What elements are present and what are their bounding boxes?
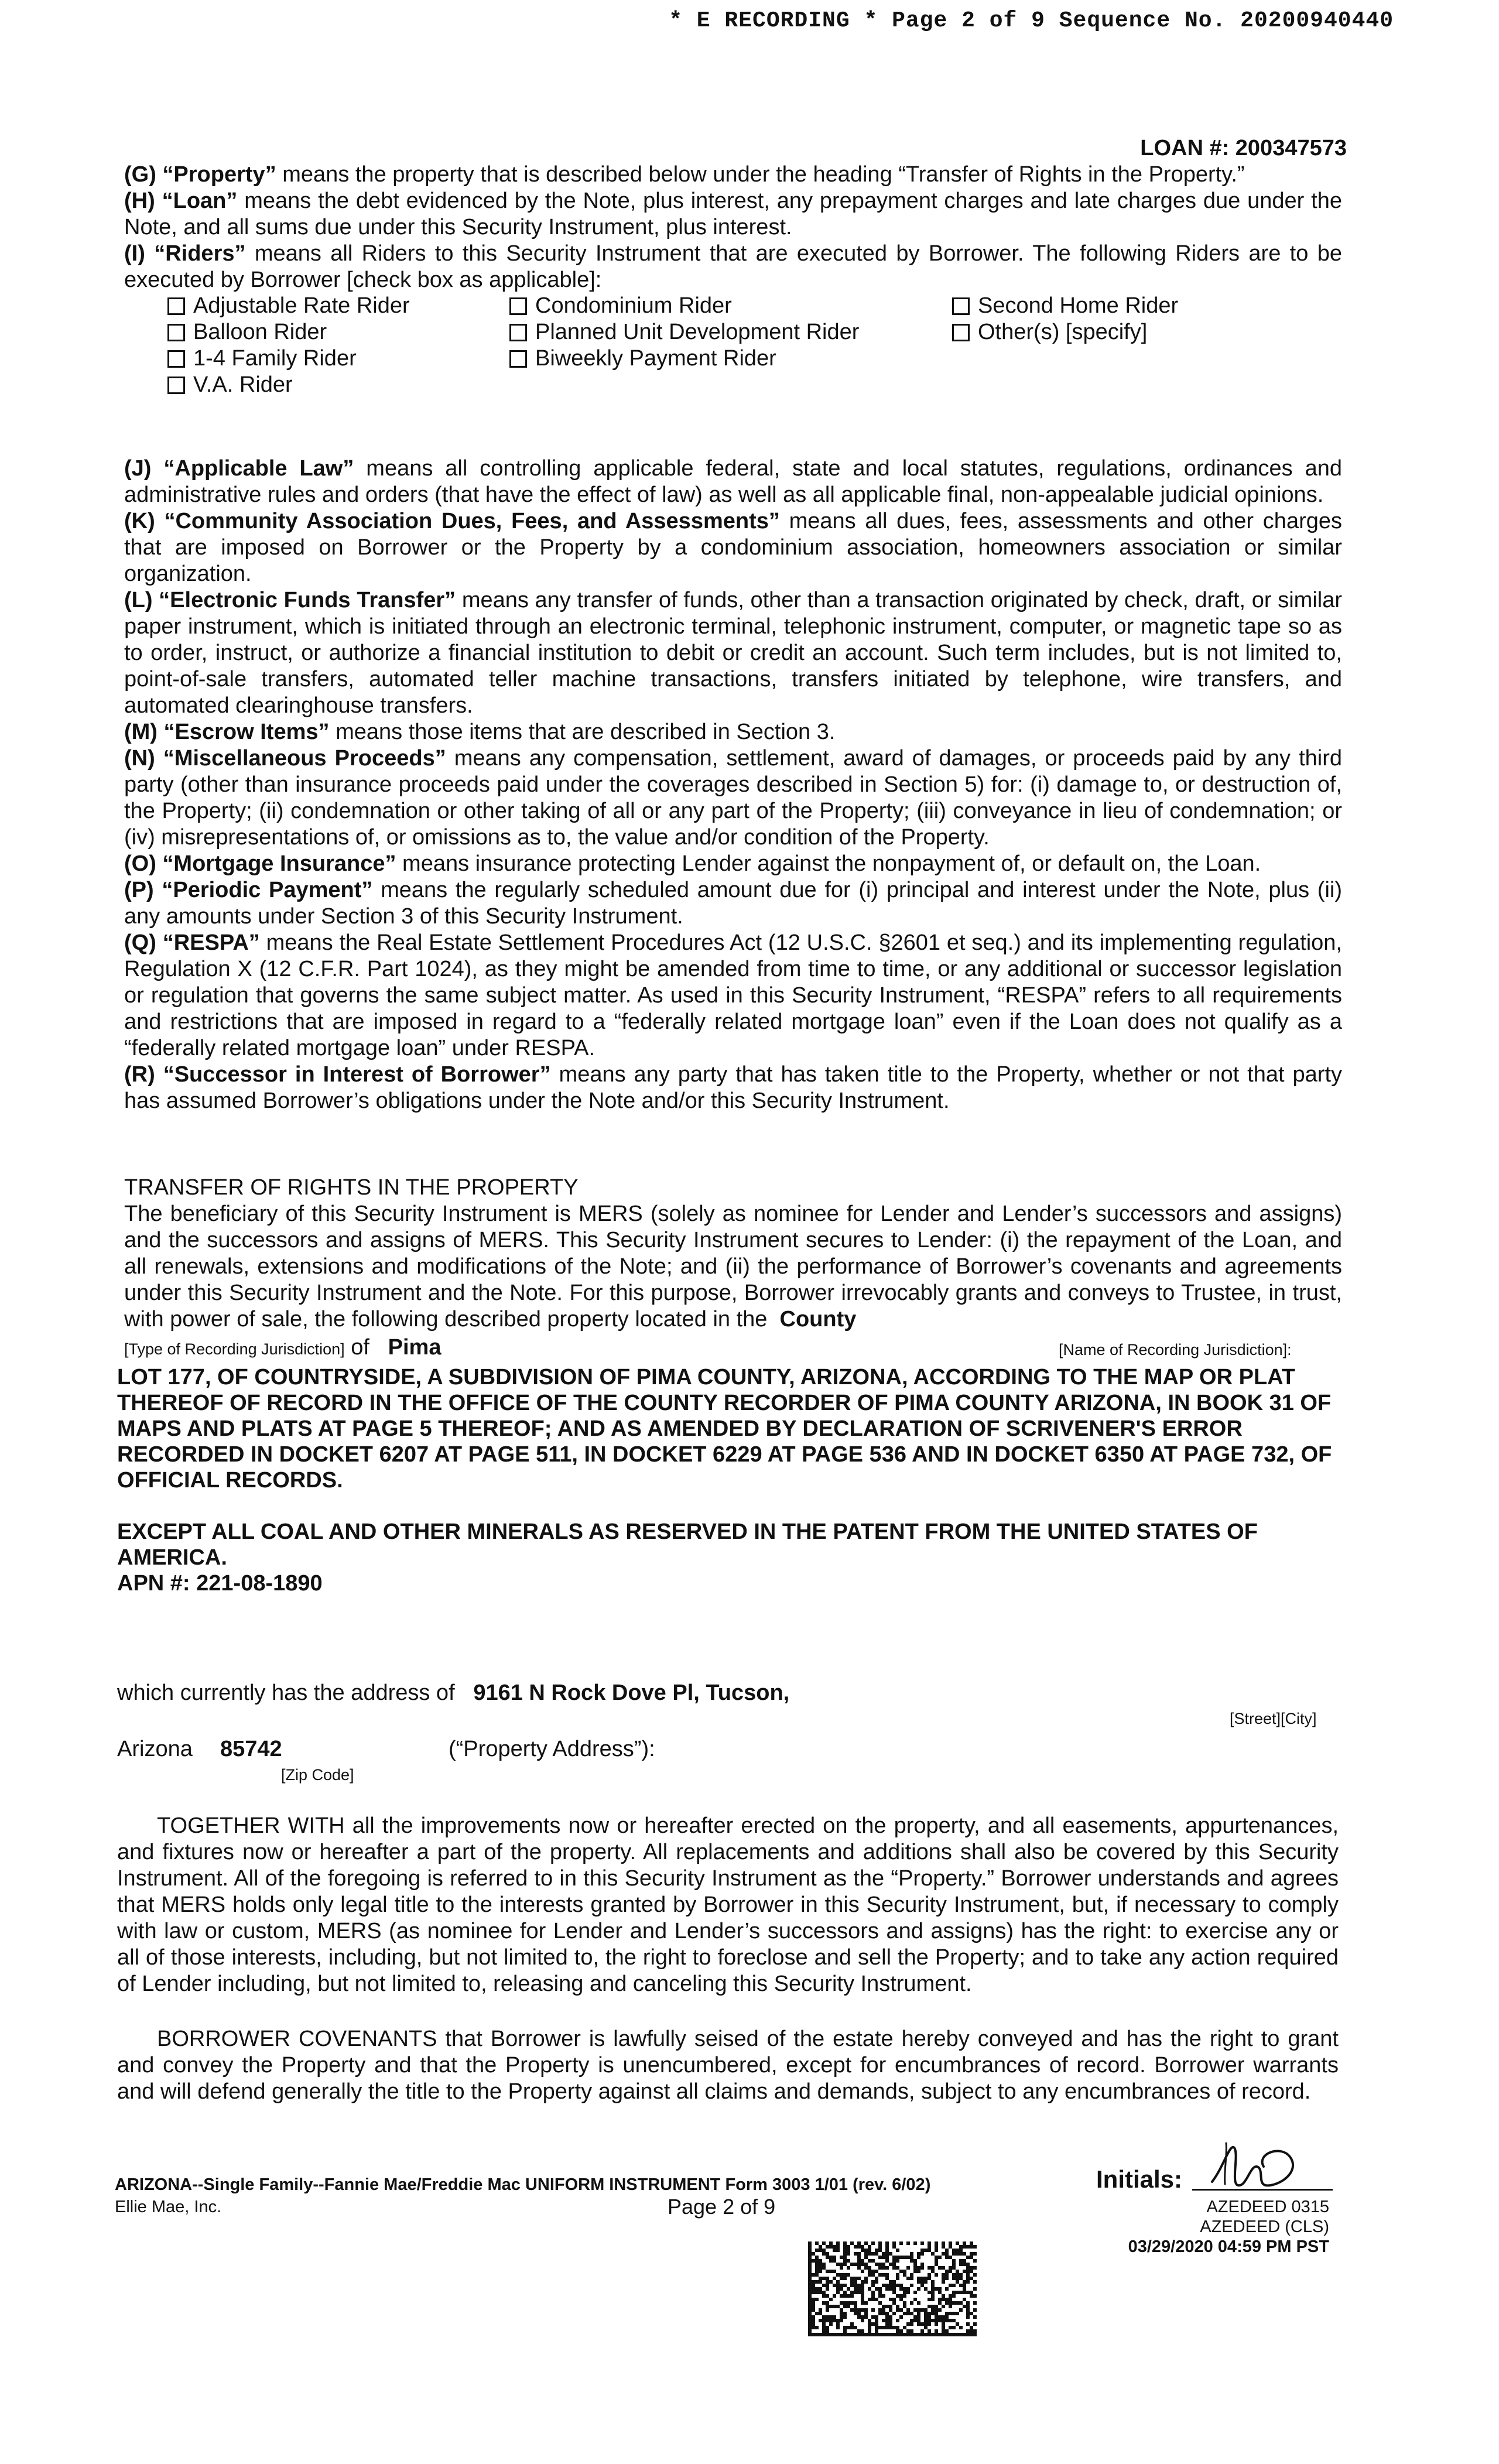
rider-pud[interactable]: Planned Unit Development Rider — [509, 319, 859, 345]
checkbox-icon[interactable] — [952, 297, 970, 315]
checkbox-icon[interactable] — [167, 324, 185, 341]
jurisdiction-name: Pima — [388, 1335, 442, 1360]
definition-j: (J) “Applicable Law” means all controlling applicable federal, state and local statutes, regulations, ordinances and administrative rules and orders (that have the effect of law) as well as all applicable final, non-appealable judicial opinions. — [124, 456, 1342, 507]
transfer-paragraph: The beneficiary of this Security Instrument is MERS (solely as nominee for Lender and Lender’s successors and assigns) and the successors and assigns of MERS. This Security Instrument secures to Lender: (i) the repayment of the Loan, and all renewals, extensions and modifications of the Note; and (ii) the performance of Borrower’s covenants and agreements under this Security Instrument and the Note. For this purpose, Borrower irrevocably grants and conveys to Trustee, in trust, with power of sale, the following described property located in the County — [124, 1202, 1342, 1332]
rider-other[interactable]: Other(s) [specify] — [952, 319, 1147, 345]
rider-second-home[interactable]: Second Home Rider — [952, 293, 1178, 319]
definition-n: (N) “Miscellaneous Proceeds” means any compensation, settlement, award of damages, or proceeds paid by any third party (other than insurance proceeds paid under the coverages described in Section 5) for: (i) damage to, or destruction of, the Property; (ii) condemnation or other taking of all or any part of the Property; (iii) conveyance in lieu of condemnation; or (iv) misrepresentations of, or omissions as to, the value and/or condition of the Property. — [124, 746, 1342, 850]
street-city-label: [Street][City] — [1230, 1710, 1317, 1727]
zip-code-label: [Zip Code] — [281, 1766, 354, 1784]
jurisdiction-type: County — [779, 1307, 857, 1332]
transfer-heading: TRANSFER OF RIGHTS IN THE PROPERTY — [124, 1175, 579, 1200]
page-number: Page 2 of 9 — [668, 2195, 776, 2219]
legal-description — [117, 1364, 1347, 1596]
borrower-covenants-paragraph: BORROWER COVENANTS that Borrower is lawfully seised of the estate hereby conveyed and has the right to grant and convey the Property and that the Property is unencumbered, except for encumbrances of record. Borrower warrants and will defend generally the title to the Property against all claims and demands, subject to any encumbrances of record. — [117, 2027, 1339, 2104]
footer-form-info — [115, 2174, 930, 2218]
definition-m: (M) “Escrow Items” means those items that are described in Section 3. — [124, 720, 836, 744]
together-with-paragraph: TOGETHER WITH all the improvements now or hereafter erected on the property, and all easements, appurtenances, and fixtures now or hereafter a part of the property. All replacements and additions shall also be covered by this Security Instrument. All of the foregoing is referred to in this Security Instrument as the “Property.” Borrower understands and agrees that MERS holds only legal title to the interests granted by Borrower in this Security Instrument, but, if necessary to comply with law or custom, MERS (as nominee for Lender and Lender’s successors and assigns) has the right: to exercise any or all of those interests, including, but not limited to, the right to foreclose and sell the Property; and to take any action required of Lender including, but not limited to, releasing and canceling this Security Instrument. — [117, 1813, 1339, 1996]
definition-r: (R) “Successor in Interest of Borrower” means any party that has taken title to the Property, whether or not that party has assumed Borrower’s obligations under the Note and/or this Security Instrument. — [124, 1062, 1343, 1113]
address-intro: which currently has the address of — [117, 1681, 455, 1705]
checkbox-icon[interactable] — [952, 324, 970, 341]
definition-l: (L) “Electronic Funds Transfer” means any transfer of funds, other than a transaction originated by check, draft, or similar paper instrument, which is initiated through an electronic terminal, telephonic instrument, computer, or magnetic tape so as to order, instruct, or authorize a financial institution to debit or credit an account. Such term includes, but is not limited to, point-of-sale transfers, automated teller machine transactions, transfers initiated by telephone, wire transfers, and automated clearinghouse transfers. — [124, 588, 1342, 718]
rider-condominium[interactable]: Condominium Rider — [509, 293, 732, 319]
street-city: 9161 N Rock Dove Pl, Tucson, — [473, 1681, 790, 1705]
definition-g: (G) “Property” means the property that is described below under the heading “Transfer of Rights in the Property.” — [124, 162, 1245, 187]
state: Arizona — [117, 1737, 193, 1761]
rider-biweekly[interactable]: Biweekly Payment Rider — [509, 345, 776, 372]
zip-code: 85742 — [220, 1737, 282, 1761]
jurisdiction-line — [124, 1335, 441, 1360]
rider-balloon[interactable]: Balloon Rider — [167, 319, 327, 345]
definitions-top — [124, 162, 1342, 293]
definition-p: (P) “Periodic Payment” means the regularly scheduled amount due for (i) principal and interest under the Note, plus (ii) any amounts under Section 3 of this Security Instrument. — [124, 878, 1342, 929]
checkbox-icon[interactable] — [167, 377, 185, 394]
transfer-section — [124, 1175, 1342, 1333]
address-line — [117, 1681, 789, 1706]
checkbox-icon[interactable] — [509, 297, 527, 315]
recording-header: * E RECORDING * Page 2 of 9 Sequence No. 20200940440 — [669, 8, 1394, 33]
legal-lot: LOT 177, OF COUNTRYSIDE, A SUBDIVISION OF PIMA COUNTY, ARIZONA, ACCORDING TO THE MAP OR PLAT THEREOF OF RECORD IN THE OFFICE OF THE COUNTY RECORDER OF PIMA COUNTY ARIZONA, IN BOOK 31 OF MAPS AND PLATS AT PAGE 5 THEREOF; AND AS AMENDED BY DECLARATION OF SCRIVENER'S ERROR RECORDED IN DOCKET 6207 AT PAGE 511, IN DOCKET 6229 AT PAGE 536 AND IN DOCKET 6350 AT PAGE 732, OF OFFICIAL RECORDS. — [117, 1365, 1332, 1493]
rider-1-4-family[interactable]: 1-4 Family Rider — [167, 345, 357, 372]
checkbox-icon[interactable] — [509, 324, 527, 341]
loan-number: LOAN #: 200347573 — [1140, 136, 1347, 160]
name-of-jurisdiction-label: [Name of Recording Jurisdiction]: — [1059, 1341, 1292, 1358]
checkbox-icon[interactable] — [509, 350, 527, 368]
property-address-label: (“Property Address”): — [449, 1737, 655, 1761]
checkbox-icon[interactable] — [167, 350, 185, 368]
form-line: ARIZONA--Single Family--Fannie Mae/Freddie Mac UNIFORM INSTRUMENT Form 3003 1/01 (rev. 6/02) — [115, 2175, 931, 2194]
vendor: Ellie Mae, Inc. — [115, 2198, 222, 2216]
rider-adjustable-rate[interactable]: Adjustable Rate Rider — [167, 293, 410, 319]
definition-q: (Q) “RESPA” means the Real Estate Settlement Procedures Act (12 U.S.C. §2601 et seq.) and its implementing regulation, Regulation X (12 C.F.R. Part 1024), as they might be amended from time to time, or any additional or successor legislation or regulation that governs the same subject matter. As used in this Security Instrument, “RESPA” refers to all requirements and restrictions that are imposed in regard to a “federally related mortgage loan” even if the Loan does not qualify as a “federally related mortgage loan” under RESPA. — [124, 930, 1343, 1060]
definitions-main — [124, 456, 1342, 1114]
recording-stamp: AZEDEED 0315 AZEDEED (CLS) 03/29/2020 04:59 PM PST — [1128, 2198, 1329, 2256]
definition-k: (K) “Community Association Dues, Fees, and Assessments” means all dues, fees, assessments and other charges that are imposed on Borrower or the Property by a condominium association, homeowners association or similar organization. — [124, 509, 1342, 586]
legal-except: EXCEPT ALL COAL AND OTHER MINERALS AS RESERVED IN THE PATENT FROM THE UNITED STATES OF AMERICA. — [117, 1520, 1258, 1570]
initials-label: Initials: — [1096, 2165, 1183, 2193]
checkbox-icon[interactable] — [167, 297, 185, 315]
definition-h: (H) “Loan” means the debt evidenced by the Note, plus interest, any prepayment charges and late charges due under the Note, and all sums due under this Security Instrument, plus interest. — [124, 189, 1343, 239]
definition-o: (O) “Mortgage Insurance” means insurance protecting Lender against the nonpayment of, or default on, the Loan. — [124, 851, 1261, 876]
legal-apn: APN #: 221-08-1890 — [117, 1571, 323, 1596]
initials-signature — [1200, 2131, 1335, 2196]
of-word: of — [351, 1335, 369, 1360]
rider-va[interactable]: V.A. Rider — [167, 372, 293, 398]
definition-i: (I) “Riders” means all Riders to this Security Instrument that are executed by Borrower. The following Riders are to be executed by Borrower [check box as applicable]: — [124, 241, 1342, 292]
type-of-jurisdiction-label: [Type of Recording Jurisdiction] — [124, 1340, 345, 1358]
barcode-icon — [808, 2241, 979, 2336]
